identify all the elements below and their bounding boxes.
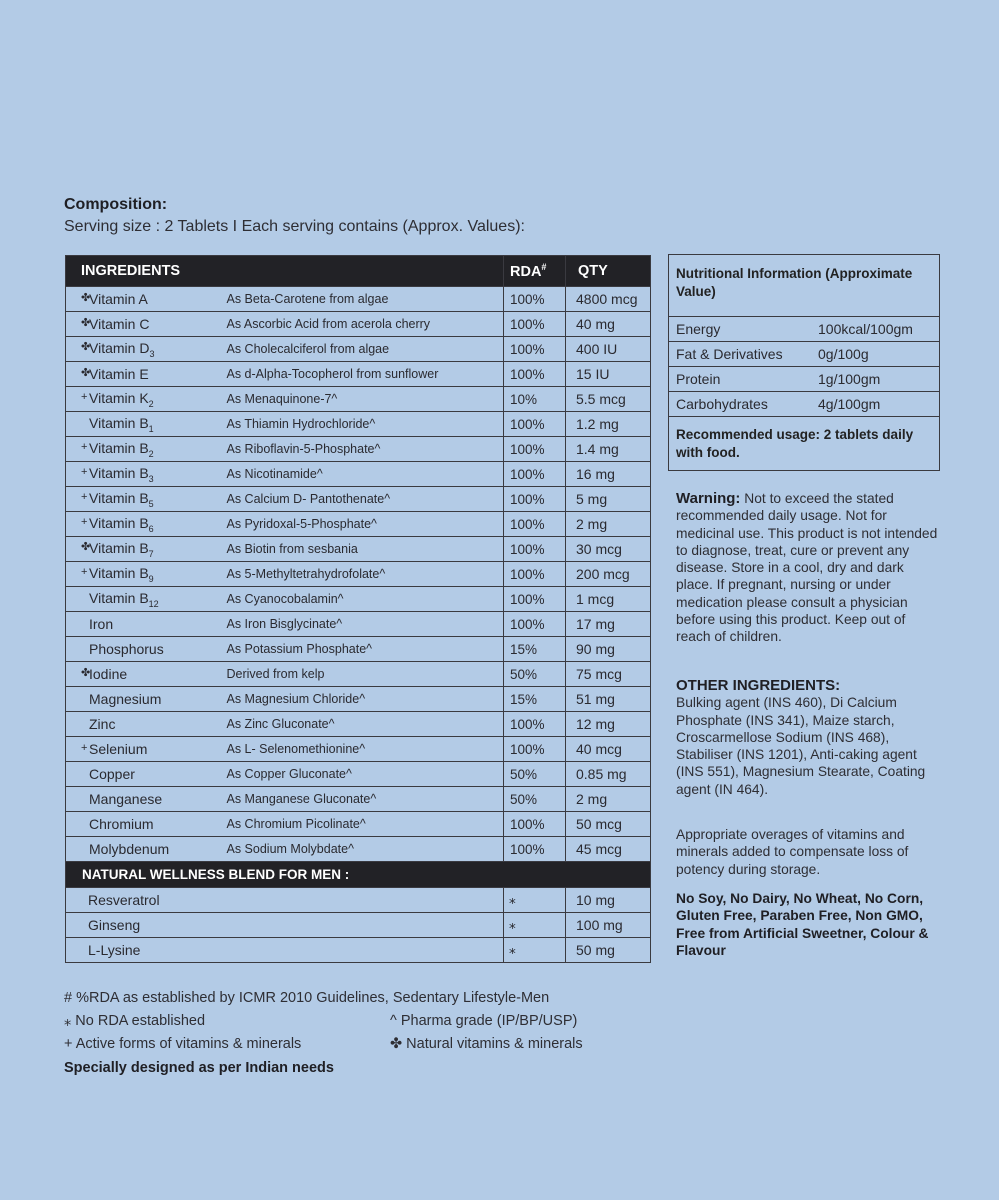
- ingredient-name-text: Chromium: [89, 816, 154, 832]
- nutrition-value: 0g/100g: [818, 346, 869, 362]
- ingredient-source: As d-Alpha-Tocopherol from sunflower: [227, 362, 504, 387]
- ingredient-name: [66, 287, 227, 312]
- ingredient-rda: 50%: [504, 762, 566, 787]
- other-ingredients: [676, 677, 941, 798]
- header-rda-mark: #: [541, 262, 547, 273]
- ingredient-subscript: 2: [148, 398, 154, 409]
- ingredient-rda: 50%: [504, 787, 566, 812]
- other-ingredients-text: Bulking agent (INS 460), Di Calcium Phosphate (INS 341), Maize starch, Croscarmellose Sodium (INS 468), Stabiliser (INS 1201), Anti-caking agent (INS 551), Magnesium Stearate, Coating agent (IN 464).: [676, 695, 926, 797]
- ingredient-name: [66, 537, 227, 562]
- ingredient-rda: 100%: [504, 712, 566, 737]
- ingredient-rda: 100%: [504, 287, 566, 312]
- ingredient-rda: 50%: [504, 662, 566, 687]
- ingredient-source: As L- Selenomethionine^: [227, 737, 504, 762]
- warning-text: [676, 490, 941, 646]
- ingredient-subscript: 3: [149, 348, 155, 359]
- blend-ingredient-name: Resveratrol: [66, 888, 504, 913]
- ingredient-subscript: 1: [148, 423, 154, 434]
- table-row: [66, 637, 651, 662]
- table-row: [66, 938, 651, 963]
- ingredient-name-text: Vitamin E: [89, 366, 149, 382]
- other-ingredients-title: OTHER INGREDIENTS:: [676, 677, 841, 694]
- ingredient-source: As Zinc Gluconate^: [227, 712, 504, 737]
- ingredient-qty: 2 mg: [566, 787, 651, 812]
- nutrition-row: [669, 392, 939, 417]
- table-row: [66, 762, 651, 787]
- ingredient-qty: 4800 mcg: [566, 287, 651, 312]
- table-row: [66, 437, 651, 462]
- ingredient-qty: 1.2 mg: [566, 412, 651, 437]
- ingredient-rda: 10%: [504, 387, 566, 412]
- ingredient-source: As Menaquinone-7^: [227, 387, 504, 412]
- ingredient-name: [66, 787, 227, 812]
- table-row: [66, 537, 651, 562]
- ingredient-name-text: Vitamin B: [89, 464, 149, 481]
- nutrition-row: [669, 317, 939, 342]
- ingredient-marker: ✤: [81, 540, 91, 553]
- ingredient-source: As Copper Gluconate^: [227, 762, 504, 787]
- ingredient-rda: 100%: [504, 537, 566, 562]
- footnote-no-rda: ⁎ No RDA established: [64, 1013, 206, 1029]
- ingredient-source: As Potassium Phosphate^: [227, 637, 504, 662]
- ingredient-name: [66, 437, 227, 462]
- table-row: [66, 888, 651, 913]
- ingredient-name-text: Vitamin B: [89, 539, 149, 556]
- nutrition-value: 4g/100gm: [818, 396, 881, 412]
- blend-qty: 50 mg: [566, 938, 651, 963]
- ingredient-subscript: 5: [148, 498, 154, 509]
- warning-label: Warning:: [676, 490, 741, 507]
- ingredient-qty: 1 mcg: [566, 587, 651, 612]
- blend-rda: ⁎: [504, 888, 566, 913]
- ingredient-rda: 100%: [504, 337, 566, 362]
- ingredient-qty: 0.85 mg: [566, 762, 651, 787]
- footnote-rda: # %RDA as established by ICMR 2010 Guidelines, Sedentary Lifestyle-Men: [64, 990, 550, 1006]
- ingredient-name-text: Vitamin B: [89, 439, 149, 456]
- table-row: [66, 712, 651, 737]
- ingredient-rda: 15%: [504, 637, 566, 662]
- footnote-active: + Active forms of vitamins & minerals: [64, 1036, 302, 1052]
- ingredient-name: [66, 462, 227, 487]
- ingredient-subscript: 6: [148, 523, 154, 534]
- nutrition-label: Carbohydrates: [676, 396, 768, 412]
- ingredient-qty: 30 mcg: [566, 537, 651, 562]
- nutrition-box: [668, 254, 940, 471]
- ingredient-source: As Nicotinamide^: [227, 462, 504, 487]
- ingredient-name: [66, 637, 227, 662]
- ingredient-marker: ✤: [81, 367, 91, 379]
- ingredient-qty: 400 IU: [566, 337, 651, 362]
- footnote-natural: ✤ Natural vitamins & minerals: [390, 1036, 583, 1052]
- ingredient-rda: 100%: [504, 812, 566, 837]
- ingredient-rda: 100%: [504, 837, 566, 862]
- ingredient-name: [66, 387, 227, 412]
- blend-ingredient-name: L-Lysine: [66, 938, 504, 963]
- blend-header-row: [66, 862, 651, 888]
- ingredient-name-text: Magnesium: [89, 691, 162, 707]
- table-row: [66, 312, 651, 337]
- ingredient-qty: 40 mcg: [566, 737, 651, 762]
- table-row: [66, 462, 651, 487]
- nutrition-label: Energy: [676, 321, 721, 337]
- ingredient-source: As Riboflavin-5-Phosphate^: [227, 437, 504, 462]
- ingredient-name: [66, 687, 227, 712]
- ingredient-rda: 100%: [504, 512, 566, 537]
- nutrition-row: [669, 342, 939, 367]
- ingredient-source: As Beta-Carotene from algae: [227, 287, 504, 312]
- ingredient-source: As Pyridoxal-5-Phosphate^: [227, 512, 504, 537]
- ingredient-name: [66, 562, 227, 587]
- ingredient-name: [66, 837, 227, 862]
- ingredient-name: [66, 712, 227, 737]
- table-row: [66, 287, 651, 312]
- ingredient-name: [66, 587, 227, 612]
- ingredient-name: [66, 737, 227, 762]
- blend-qty: 100 mg: [566, 913, 651, 938]
- ingredient-rda: 100%: [504, 562, 566, 587]
- ingredient-name-text: Selenium: [89, 741, 148, 757]
- table-row: [66, 512, 651, 537]
- ingredient-name-text: Molybdenum: [89, 841, 170, 857]
- table-row: [66, 387, 651, 412]
- nutrition-value: 1g/100gm: [818, 371, 881, 387]
- ingredient-name-text: Zinc: [89, 716, 116, 732]
- overages-note: Appropriate overages of vitamins and minerals added to compensate loss of potency during storage.: [676, 827, 909, 877]
- ingredient-qty: 50 mcg: [566, 812, 651, 837]
- warning-body: Not to exceed the stated recommended daily usage. Not for medicinal use. This product is not intended to diagnose, treat, cure or prevent any disease. Store in a cool, dry and dark place. If pregnant, nursing or under medication please consult a physician before using this product. Keep out of reach of children.: [676, 491, 938, 645]
- table-row: [66, 837, 651, 862]
- ingredient-marker: +: [81, 465, 88, 478]
- table-row: [66, 412, 651, 437]
- ingredient-source: As Manganese Gluconate^: [227, 787, 504, 812]
- ingredient-name-text: Vitamin D: [89, 339, 150, 356]
- table-row: [66, 337, 651, 362]
- composition-title: Composition:: [64, 196, 168, 213]
- table-row: [66, 737, 651, 762]
- blend-rda: ⁎: [504, 938, 566, 963]
- footnote-designed: Specially designed as per Indian needs: [64, 1060, 334, 1076]
- ingredient-name-text: Vitamin B: [89, 564, 149, 581]
- ingredient-name-text: Vitamin B: [89, 414, 149, 431]
- table-row: [66, 662, 651, 687]
- ingredient-qty: 17 mg: [566, 612, 651, 637]
- ingredient-source: As Chromium Picolinate^: [227, 812, 504, 837]
- recommended-usage: Recommended usage: 2 tablets daily with food.: [676, 427, 914, 460]
- ingredient-name-text: Vitamin K: [89, 389, 149, 406]
- table-header-row: [66, 256, 651, 287]
- ingredient-name: [66, 512, 227, 537]
- ingredients-table: [65, 255, 651, 963]
- ingredient-marker: +: [81, 390, 88, 403]
- ingredient-rda: 15%: [504, 687, 566, 712]
- ingredient-subscript: 12: [148, 598, 159, 609]
- ingredient-name-text: Copper: [89, 766, 135, 782]
- ingredient-subscript: 7: [148, 548, 154, 559]
- ingredient-marker: +: [81, 515, 88, 528]
- ingredient-source: As Ascorbic Acid from acerola cherry: [227, 312, 504, 337]
- ingredient-name-text: Vitamin B: [89, 514, 149, 531]
- ingredient-name-text: Iodine: [89, 666, 128, 682]
- nutrition-title: Nutritional Information (Approximate Value): [669, 255, 939, 317]
- footnote-pharma: ^ Pharma grade (IP/BP/USP): [390, 1013, 578, 1029]
- ingredient-source: As Biotin from sesbania: [227, 537, 504, 562]
- ingredient-marker: ✤: [81, 292, 91, 304]
- ingredient-source: As Cholecalciferol from algae: [227, 337, 504, 362]
- ingredient-name: [66, 487, 227, 512]
- ingredient-marker: ✤: [81, 340, 91, 353]
- ingredient-qty: 16 mg: [566, 462, 651, 487]
- ingredient-rda: 100%: [504, 412, 566, 437]
- table-row: [66, 812, 651, 837]
- ingredient-source: As Sodium Molybdate^: [227, 837, 504, 862]
- ingredient-rda: 100%: [504, 312, 566, 337]
- ingredient-name: [66, 337, 227, 362]
- nutrition-label: Protein: [676, 371, 721, 387]
- table-row: [66, 362, 651, 387]
- ingredient-name-text: Manganese: [89, 791, 163, 807]
- blend-ingredient-name: Ginseng: [66, 913, 504, 938]
- ingredient-qty: 51 mg: [566, 687, 651, 712]
- ingredient-name-text: Phosphorus: [89, 641, 164, 657]
- blend-title: NATURAL WELLNESS BLEND FOR MEN :: [66, 862, 651, 888]
- table-row: [66, 913, 651, 938]
- ingredient-source: Derived from kelp: [227, 662, 504, 687]
- ingredient-name-text: Vitamin A: [89, 291, 148, 307]
- ingredient-name: [66, 312, 227, 337]
- ingredient-marker: +: [81, 440, 88, 453]
- ingredient-name: [66, 362, 227, 387]
- ingredient-qty: 40 mg: [566, 312, 651, 337]
- ingredient-name-text: Vitamin B: [89, 489, 149, 506]
- ingredient-qty: 45 mcg: [566, 837, 651, 862]
- ingredient-name: [66, 662, 227, 687]
- ingredient-rda: 100%: [504, 487, 566, 512]
- ingredient-rda: 100%: [504, 462, 566, 487]
- header-qty: QTY: [566, 256, 651, 287]
- ingredient-qty: 1.4 mg: [566, 437, 651, 462]
- ingredient-name: [66, 762, 227, 787]
- ingredient-qty: 5 mg: [566, 487, 651, 512]
- ingredient-rda: 100%: [504, 587, 566, 612]
- ingredient-qty: 2 mg: [566, 512, 651, 537]
- ingredient-source: As Magnesium Chloride^: [227, 687, 504, 712]
- ingredient-name-text: Iron: [89, 616, 114, 632]
- ingredient-qty: 15 IU: [566, 362, 651, 387]
- free-from-note: No Soy, No Dairy, No Wheat, No Corn, Gluten Free, Paraben Free, Non GMO, Free from Artificial Sweetner, Colour & Flavour: [676, 891, 929, 958]
- ingredient-qty: 12 mg: [566, 712, 651, 737]
- ingredient-qty: 200 mcg: [566, 562, 651, 587]
- ingredient-source: As 5-Methyltetrahydrofolate^: [227, 562, 504, 587]
- ingredient-marker: +: [81, 565, 88, 578]
- ingredient-subscript: 2: [148, 448, 154, 459]
- blend-qty: 10 mg: [566, 888, 651, 913]
- ingredient-qty: 75 mcg: [566, 662, 651, 687]
- ingredient-rda: 100%: [504, 437, 566, 462]
- ingredient-marker: +: [81, 490, 88, 503]
- ingredient-source: As Thiamin Hydrochloride^: [227, 412, 504, 437]
- serving-size: Serving size : 2 Tablets I Each serving contains (Approx. Values):: [64, 218, 525, 235]
- header-rda-label: RDA: [510, 263, 542, 280]
- ingredient-name: [66, 612, 227, 637]
- ingredient-subscript: 3: [148, 473, 154, 484]
- ingredient-source: As Cyanocobalamin^: [227, 587, 504, 612]
- ingredient-name: [66, 412, 227, 437]
- ingredient-name-text: Vitamin C: [89, 316, 150, 332]
- table-row: [66, 687, 651, 712]
- nutrition-label: Fat & Derivatives: [676, 346, 783, 362]
- blend-rda: ⁎: [504, 913, 566, 938]
- table-row: [66, 612, 651, 637]
- ingredient-subscript: 9: [148, 573, 154, 584]
- ingredient-marker: +: [81, 742, 88, 754]
- ingredient-name-text: Vitamin B: [89, 589, 149, 606]
- ingredient-rda: 100%: [504, 612, 566, 637]
- ingredient-rda: 100%: [504, 362, 566, 387]
- ingredient-qty: 5.5 mcg: [566, 387, 651, 412]
- ingredient-marker: ✤: [81, 667, 91, 679]
- table-row: [66, 587, 651, 612]
- ingredient-source: As Iron Bisglycinate^: [227, 612, 504, 637]
- ingredient-name: [66, 812, 227, 837]
- table-row: [66, 487, 651, 512]
- table-row: [66, 562, 651, 587]
- ingredient-qty: 90 mg: [566, 637, 651, 662]
- header-ingredients: INGREDIENTS: [66, 256, 504, 287]
- ingredient-source: As Calcium D- Pantothenate^: [227, 487, 504, 512]
- table-row: [66, 787, 651, 812]
- ingredient-rda: 100%: [504, 737, 566, 762]
- ingredient-marker: ✤: [81, 317, 91, 329]
- header-rda: [504, 256, 566, 287]
- nutrition-value: 100kcal/100gm: [818, 321, 913, 337]
- nutrition-row: [669, 367, 939, 392]
